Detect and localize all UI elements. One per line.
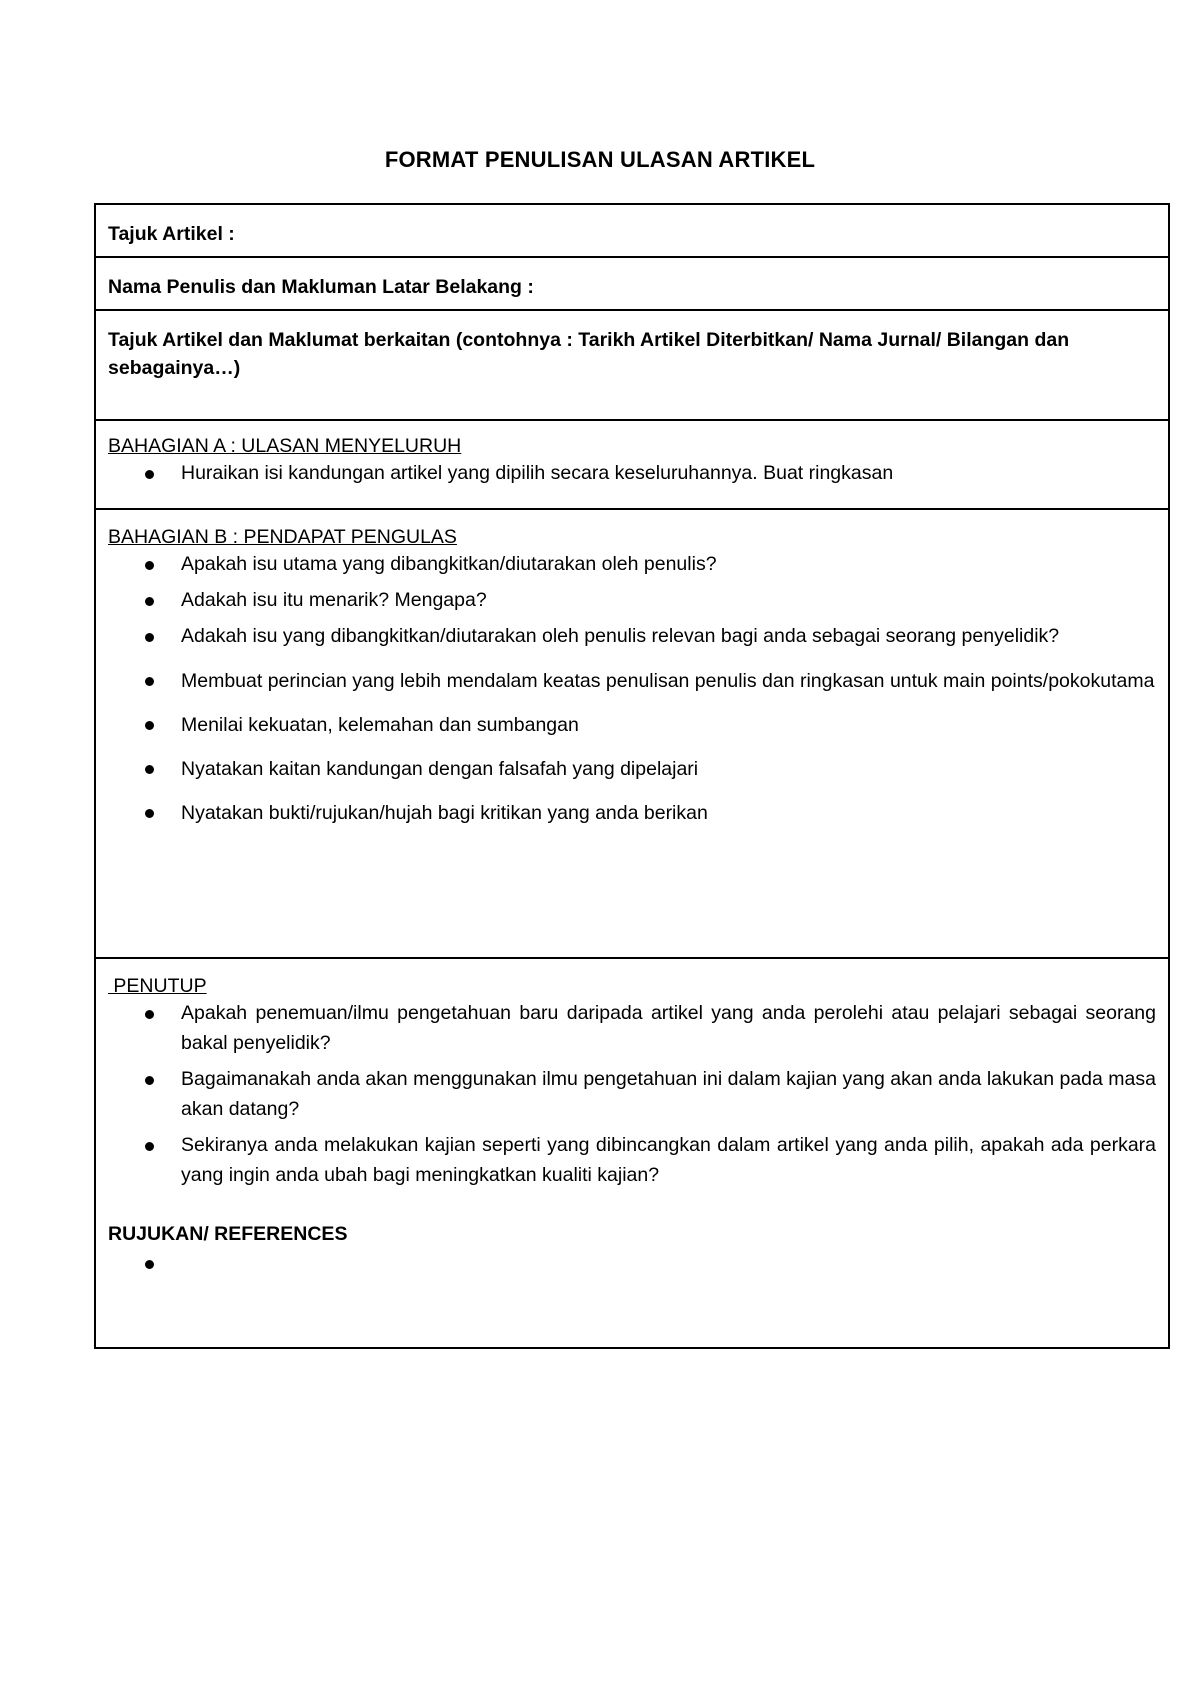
bullet-icon xyxy=(145,597,154,606)
bahagian-a-list xyxy=(108,458,1156,488)
bullet-icon xyxy=(145,1142,154,1151)
section-heading-bahagian-b: BAHAGIAN B : PENDAPAT PENGULAS xyxy=(108,526,457,548)
list-item[interactable] xyxy=(108,1248,1156,1278)
list-item-text: Apakah penemuan/ilmu pengetahuan baru daripada artikel yang anda perolehi atau pelajari sebagai seorang bakal penyelidik? xyxy=(181,1002,1156,1054)
list-item xyxy=(108,1064,1156,1124)
list-item xyxy=(108,458,1156,488)
field-label-maklumat: Tajuk Artikel dan Maklumat berkaitan (contohnya : Tarikh Artikel Diterbitkan/ Nama Jurnal/ Bilangan dan sebagainya…) xyxy=(108,329,1070,379)
cell-maklumat[interactable] xyxy=(95,310,1169,420)
list-item-text: Nyatakan bukti/rujukan/hujah bagi kritikan yang anda berikan xyxy=(181,802,708,824)
list-item-text: Apakah isu utama yang dibangkitkan/diutarakan oleh penulis? xyxy=(181,553,717,575)
list-item-text: Bagaimanakah anda akan menggunakan ilmu pengetahuan ini dalam kajian yang akan anda lakukan pada masa akan datang? xyxy=(181,1068,1156,1120)
bullet-icon xyxy=(145,1260,154,1269)
list-item-text: Adakah isu yang dibangkitkan/diutarakan oleh penulis relevan bagi anda sebagai seorang penyelidik? xyxy=(181,625,1060,647)
list-item-text: Nyatakan kaitan kandungan dengan falsafah yang dipelajari xyxy=(181,758,699,780)
bullet-icon xyxy=(145,1010,154,1019)
bullet-icon xyxy=(145,633,154,642)
list-item-text: Menilai kekuatan, kelemahan dan sumbangan xyxy=(181,714,579,736)
row-maklumat xyxy=(95,310,1169,420)
row-penutup xyxy=(95,958,1169,1348)
cell-nama-penulis[interactable] xyxy=(95,257,1169,310)
document-title: FORMAT PENULISAN ULASAN ARTIKEL xyxy=(384,147,816,172)
row-nama-penulis xyxy=(95,257,1169,310)
section-heading-rujukan: RUJUKAN/ REFERENCES xyxy=(108,1223,348,1245)
row-tajuk-artikel xyxy=(95,204,1169,257)
cell-bahagian-a[interactable] xyxy=(95,420,1169,509)
bullet-icon xyxy=(145,1076,154,1085)
list-item xyxy=(108,659,1156,703)
list-item xyxy=(108,1130,1156,1190)
cell-penutup[interactable] xyxy=(95,958,1169,1348)
bullet-icon xyxy=(145,561,154,570)
bullet-icon xyxy=(145,721,154,730)
cell-bahagian-b[interactable] xyxy=(95,509,1169,958)
row-bahagian-a xyxy=(95,420,1169,509)
list-item xyxy=(108,747,1156,791)
list-item xyxy=(108,703,1156,747)
bullet-icon xyxy=(145,470,154,479)
row-bahagian-b xyxy=(95,509,1169,958)
list-item xyxy=(108,791,1156,835)
list-item-text: Sekiranya anda melakukan kajian seperti yang dibincangkan dalam artikel yang anda pilih, apakah ada perkara yang ingin anda ubah bagi meningkatkan kualiti kajian? xyxy=(181,1134,1156,1186)
list-item xyxy=(108,585,1156,615)
review-form-table xyxy=(94,203,1170,1349)
cell-tajuk-artikel[interactable] xyxy=(95,204,1169,257)
bullet-icon xyxy=(145,809,154,818)
list-item-text: Membuat perincian yang lebih mendalam keatas penulisan penulis dan ringkasan untuk main points/pokokutama xyxy=(181,670,1155,692)
penutup-list xyxy=(108,998,1156,1190)
section-heading-bahagian-a: BAHAGIAN A : ULASAN MENYELURUH xyxy=(108,435,462,457)
list-item-text: Huraikan isi kandungan artikel yang dipilih secara keseluruhannya. Buat ringkasan xyxy=(181,462,894,484)
list-item-text: Adakah isu itu menarik? Mengapa? xyxy=(181,589,487,611)
field-label-tajuk-artikel: Tajuk Artikel : xyxy=(108,223,235,245)
bahagian-b-list xyxy=(108,549,1156,835)
field-label-nama-penulis: Nama Penulis dan Makluman Latar Belakang : xyxy=(108,276,534,298)
section-heading-penutup: PENUTUP xyxy=(108,975,207,997)
list-item xyxy=(108,549,1156,579)
list-item xyxy=(108,998,1156,1058)
list-item xyxy=(108,621,1156,651)
bullet-icon xyxy=(145,765,154,774)
bullet-icon xyxy=(145,677,154,686)
rujukan-list xyxy=(108,1248,1156,1278)
